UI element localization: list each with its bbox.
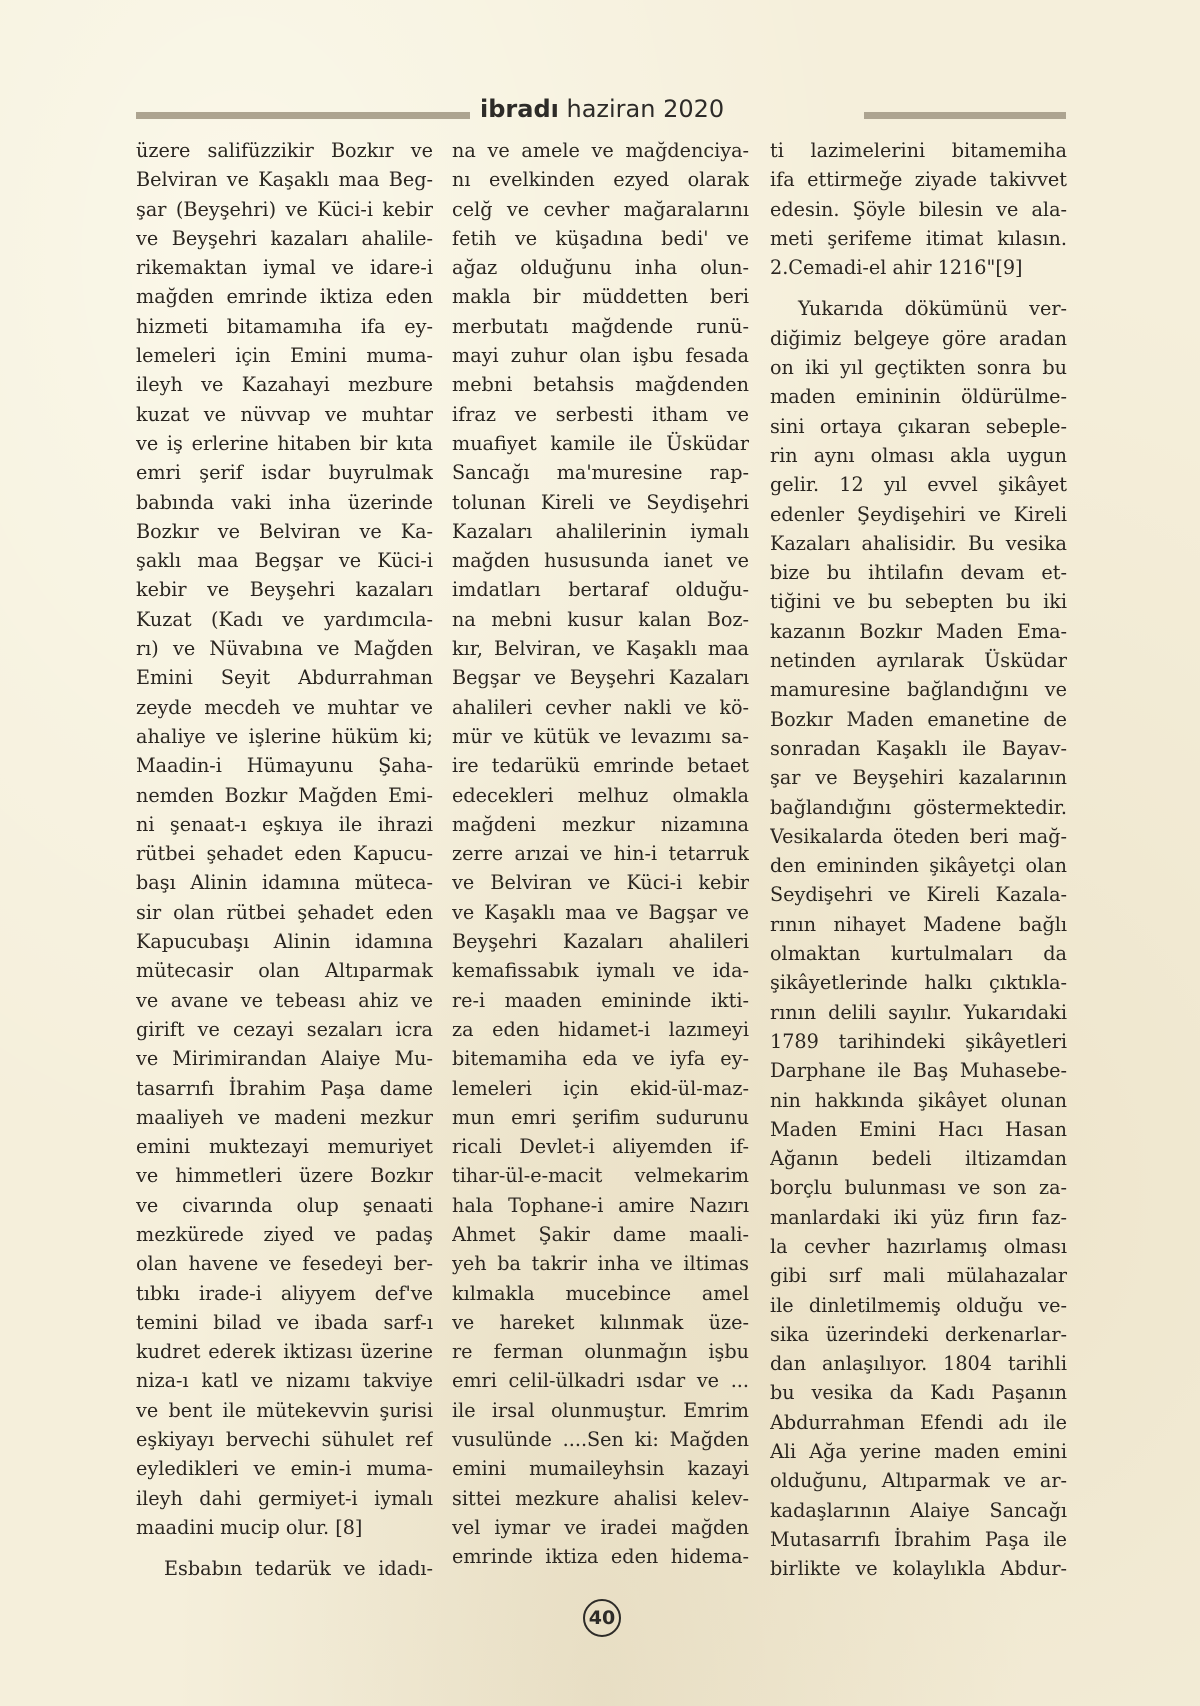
- header-rule-left: [136, 112, 470, 119]
- text-line: mağden hususunda ianet ve: [452, 549, 749, 573]
- text-line: Vesikalarda öteden beri mağ-: [770, 824, 1067, 848]
- text-line: maden emininin öldürülme-: [770, 385, 1067, 409]
- text-line: Ahmet Şakir dame maali-: [452, 1222, 749, 1246]
- text-line: nin hakkında şikâyet olunan: [770, 1088, 1067, 1112]
- text-line: den emininden şikâyetçi olan: [770, 854, 1067, 878]
- text-line: Yukarıda dökümünü ver-: [798, 297, 1067, 321]
- text-line: sittei mezkure ahalisi kelev-: [452, 1486, 749, 1510]
- text-line: dan anlaşılıyor. 1804 tarihli: [770, 1352, 1067, 1376]
- text-line: kılmakla mucebince amel: [452, 1281, 749, 1305]
- text-line: ile irsal olunmuştur. Emrim: [452, 1398, 749, 1422]
- text-column-2: [452, 136, 749, 1572]
- text-line: za eden hidamet-i lazımeyi: [452, 1017, 749, 1041]
- text-column-3: [770, 136, 1067, 1584]
- text-line: ve avane ve tebeası ahiz ve: [136, 988, 433, 1012]
- text-line: Belviran ve Kaşaklı maa Beg-: [136, 168, 433, 192]
- text-line: sika üzerindeki derkenarlar-: [770, 1322, 1067, 1346]
- text-line: niza-ı katl ve nizamı takviye: [136, 1369, 433, 1393]
- text-line: ile dinletilmemiş olduğu ve-: [770, 1293, 1067, 1317]
- text-line: maadini mucip olur. [8]: [136, 1515, 363, 1539]
- text-line: ahaliye ve işlerine hüküm ki;: [136, 724, 433, 748]
- text-line: lemeleri için Emini muma-: [136, 344, 433, 368]
- text-line: meti şerifeme itimat kılasın.: [770, 226, 1067, 250]
- text-line: mebni betahsis mağdenden: [452, 373, 749, 397]
- text-line: mağdeni mezkur nizamına: [452, 812, 749, 836]
- text-line: üzere salifüzzikir Bozkır ve: [136, 139, 433, 162]
- text-line: zerre arızai ve hin-i tetarruk: [452, 842, 749, 866]
- text-line: re-i maaden emininde ikti-: [452, 988, 749, 1012]
- paragraph-gap: [136, 1542, 433, 1554]
- issue-date: haziran 2020: [566, 95, 725, 123]
- text-line: kemafissabık iymalı ve ida-: [452, 959, 749, 983]
- text-line: gelir. 12 yıl evvel şikâyet: [770, 473, 1067, 497]
- text-line: Abdurrahman Efendi adı ile: [770, 1410, 1067, 1434]
- text-line: mütecasir olan Altıparmak: [136, 959, 433, 983]
- text-line: emri şerif isdar buyrulmak: [136, 461, 433, 485]
- text-line: bitemamiha eda ve iyfa ey-: [452, 1047, 749, 1071]
- text-line: rin aynı olması akla uygun: [770, 443, 1067, 467]
- text-line: kazanın Bozkır Maden Ema-: [770, 619, 1067, 643]
- text-line: Bozkır ve Belviran ve Ka-: [136, 519, 433, 543]
- text-line: mezkürede ziyed ve padaş: [136, 1222, 433, 1246]
- text-line: kadaşlarının Alaiye Sancağı: [770, 1498, 1067, 1522]
- text-line: emini muktezayi memuriyet: [136, 1135, 433, 1159]
- text-line: mayi zuhur olan işbu fesada: [452, 344, 749, 368]
- paragraph-gap: [770, 282, 1067, 294]
- text-line: olan havene ve fesedeyi ber-: [136, 1252, 433, 1276]
- text-line: Bozkır Maden emanetine de: [770, 707, 1067, 731]
- text-line: tıbkı irade-i aliyyem def've: [136, 1281, 433, 1305]
- text-line: ricali Devlet-i aliyemden if-: [452, 1135, 749, 1159]
- text-line: rikemaktan iymal ve idare-i: [136, 256, 433, 280]
- text-line: şar ve Beyşehiri kazalarının: [770, 766, 1067, 790]
- text-line: mağden emrinde iktiza eden: [136, 285, 433, 309]
- text-line: re ferman olunmağın işbu: [452, 1340, 749, 1364]
- text-line: nemden Bozkır Mağden Emi-: [136, 783, 433, 807]
- text-line: mun emri şerifim sudurunu: [452, 1105, 749, 1129]
- text-line: bu vesika da Kadı Paşanın: [770, 1381, 1067, 1405]
- text-line: rının delili sayılır. Yukarıdaki: [770, 1000, 1067, 1024]
- text-line: rı) ve Nüvabına ve Mağden: [136, 637, 433, 661]
- text-line: Kuzat (Kadı ve yardımcıla-: [136, 607, 433, 631]
- text-line: tasarrıfı İbrahim Paşa dame: [136, 1076, 433, 1100]
- text-line: ve iş erlerine hitaben bir kıta: [136, 431, 433, 455]
- text-line: ve hareket kılınmak üze-: [452, 1310, 749, 1334]
- text-line: Beyşehri Kazaları ahalileri: [452, 930, 749, 954]
- text-line: edenler Şeydişehiri ve Kireli: [770, 502, 1067, 526]
- text-line: imdatları bertaraf olduğu-: [452, 578, 749, 602]
- magazine-brand: ibradı: [480, 95, 559, 123]
- text-line: ve Belviran ve Küci-i kebir: [452, 871, 749, 895]
- text-line: diğimiz belgeye göre aradan: [770, 326, 1067, 350]
- text-line: ni şenaat-ı eşkıya ile ihrazi: [136, 812, 433, 836]
- text-line: eşkiyayı bervechi sühulet ref: [136, 1428, 433, 1452]
- text-line: sini ortaya çıkaran sebeple-: [770, 414, 1067, 438]
- text-line: ifa ettirmeğe ziyade takivvet: [770, 168, 1067, 192]
- text-line: Esbabın tedarük ve idadı-: [164, 1557, 433, 1581]
- text-line: tihar-ül-e-macit velmekarim: [452, 1164, 749, 1188]
- text-line: yeh ba takrir inha ve iltimas: [452, 1252, 749, 1276]
- text-line: ve Beyşehri kazaları ahalile-: [136, 226, 433, 250]
- text-line: kudret ederek iktizası üzerine: [136, 1340, 433, 1364]
- text-line: Maden Emini Hacı Hasan: [770, 1117, 1067, 1141]
- text-line: ileyh ve Kazahayi mezbure: [136, 373, 433, 397]
- text-line: kır, Belviran, ve Kaşaklı maa: [452, 637, 749, 661]
- text-line: ve bent ile mütekevvin şurisi: [136, 1398, 433, 1422]
- text-line: eyledikleri ve emin-i muma-: [136, 1457, 433, 1481]
- text-line: makla bir müddetten beri: [452, 285, 749, 309]
- text-line: rının nihayet Madene bağlı: [770, 912, 1067, 936]
- text-line: kebir ve Beyşehri kazaları: [136, 578, 433, 602]
- text-line: rütbei şehadet eden Kapucu-: [136, 842, 433, 866]
- text-line: temini bilad ve ibada sarf-ı: [136, 1310, 433, 1334]
- text-line: ire tedarükü emrinde betaet: [452, 754, 749, 778]
- text-line: tiğini ve bu sebepten bu iki: [770, 590, 1067, 614]
- text-line: girift ve cezayi sezaları icra: [136, 1017, 433, 1041]
- text-line: ahalileri cevher nakli ve kö-: [452, 695, 749, 719]
- text-line: şaklı maa Begşar ve Küci-i: [136, 549, 433, 573]
- text-line: la cevher hazırlamış olması: [770, 1234, 1067, 1258]
- text-line: olduğunu, Altıparmak ve ar-: [770, 1469, 1067, 1493]
- text-line: edecekleri melhuz olmakla: [452, 783, 749, 807]
- text-line: lemeleri için ekid-ül-maz-: [452, 1076, 749, 1100]
- text-line: Seydişehri ve Kireli Kazala-: [770, 883, 1067, 907]
- text-line: 2.Cemadi-el ahir 1216"[9]: [770, 256, 1023, 280]
- text-line: edesin. Şöyle bilesin ve ala-: [770, 197, 1067, 221]
- text-line: sonradan Kaşaklı ile Bayav-: [770, 736, 1067, 760]
- running-header: [136, 88, 1066, 128]
- text-line: şikâyetlerinde halkı çıktıkla-: [770, 971, 1067, 995]
- text-line: ti lazimelerini bitamemiha: [770, 139, 1067, 162]
- text-line: muafiyet kamile ile Üsküdar: [452, 431, 749, 455]
- text-line: Ali Ağa yerine maden emini: [770, 1440, 1067, 1464]
- text-line: mamuresine bağlandığını ve: [770, 678, 1067, 702]
- text-line: başı Alinin idamına müteca-: [136, 871, 433, 895]
- text-line: fetih ve küşadına bedi' ve: [452, 226, 749, 250]
- text-line: na mebni kusur kalan Boz-: [452, 607, 749, 631]
- text-line: hizmeti bitamamıha ifa ey-: [136, 314, 433, 338]
- text-line: mür ve kütük ve levazımı sa-: [452, 724, 749, 748]
- text-line: 1789 tarihindeki şikâyetleri: [770, 1029, 1067, 1053]
- text-line: merbutatı mağdende runü-: [452, 314, 749, 338]
- header-title: [480, 92, 860, 126]
- text-line: manlardaki iki yüz fırın faz-: [770, 1205, 1067, 1229]
- text-line: ifraz ve serbesti itham ve: [452, 402, 749, 426]
- text-line: vel iymar ve iradei mağden: [452, 1515, 749, 1539]
- text-line: ve Kaşaklı maa ve Bagşar ve: [452, 900, 749, 924]
- text-line: vusulünde ....Sen ki: Mağden: [452, 1428, 749, 1452]
- text-line: babında vaki inha üzerinde: [136, 490, 433, 514]
- text-line: Mutasarrıfı İbrahim Paşa ile: [770, 1527, 1067, 1551]
- text-line: netinden ayrılarak Üsküdar: [770, 649, 1067, 673]
- text-line: ileyh dahi germiyet-i iymalı: [136, 1486, 433, 1510]
- text-line: kuzat ve nüvvap ve muhtar: [136, 402, 433, 426]
- text-line: sir olan rütbei şehadet eden: [136, 900, 433, 924]
- text-line: birlikte ve kolaylıkla Abdur-: [770, 1557, 1067, 1581]
- text-line: zeyde mecdeh ve muhtar ve: [136, 695, 433, 719]
- text-line: Kazaları ahalisidir. Bu vesika: [770, 531, 1067, 555]
- text-line: Kapucubaşı Alinin idamına: [136, 930, 433, 954]
- text-line: Ağanın bedeli iltizamdan: [770, 1147, 1067, 1171]
- text-line: Emini Seyit Abdurrahman: [136, 666, 433, 690]
- text-line: borçlu bulunması ve son za-: [770, 1176, 1067, 1200]
- text-line: Begşar ve Beyşehri Kazaları: [452, 666, 749, 690]
- text-line: ve himmetleri üzere Bozkır: [136, 1164, 433, 1188]
- text-line: ve civarında olup şenaati: [136, 1193, 433, 1217]
- text-column-1: [136, 136, 433, 1584]
- header-rule-right: [864, 112, 1066, 119]
- text-line: emri celil-ülkadri ısdar ve ...: [452, 1369, 749, 1393]
- text-line: na ve amele ve mağdenciya-: [452, 139, 749, 162]
- text-line: Maadin-i Hümayunu Şaha-: [136, 754, 433, 778]
- text-line: şar (Beyşehri) ve Küci-i kebir: [136, 197, 433, 221]
- text-line: gibi sırf mali mülahazalar: [770, 1264, 1067, 1288]
- text-line: Kazaları ahalilerinin iymalı: [452, 519, 749, 543]
- text-line: tolunan Kireli ve Seydişehri: [452, 490, 749, 514]
- text-line: emrinde iktiza eden hidema-: [452, 1545, 749, 1569]
- text-line: on iki yıl geçtikten sonra bu: [770, 356, 1067, 380]
- text-line: nı evelkinden ezyed olarak: [452, 168, 749, 192]
- text-line: ağaz olduğunu inha olun-: [452, 256, 749, 280]
- text-line: hala Tophane-i amire Nazırı: [452, 1193, 749, 1217]
- text-line: maaliyeh ve madeni mezkur: [136, 1105, 433, 1129]
- text-line: ve Mirimirandan Alaiye Mu-: [136, 1047, 433, 1071]
- text-line: celğ ve cevher mağaralarını: [452, 197, 749, 221]
- text-line: bağlandığını göstermektedir.: [770, 795, 1067, 819]
- page-number: 40: [583, 1599, 621, 1637]
- text-line: bize bu ihtilafın devam et-: [770, 561, 1067, 585]
- text-line: Darphane ile Baş Muhasebe-: [770, 1059, 1067, 1083]
- text-line: Sancağı ma'muresine rap-: [452, 461, 749, 485]
- text-line: olmaktan kurtulmaları da: [770, 942, 1067, 966]
- text-line: emini mumaileyhsin kazayi: [452, 1457, 749, 1481]
